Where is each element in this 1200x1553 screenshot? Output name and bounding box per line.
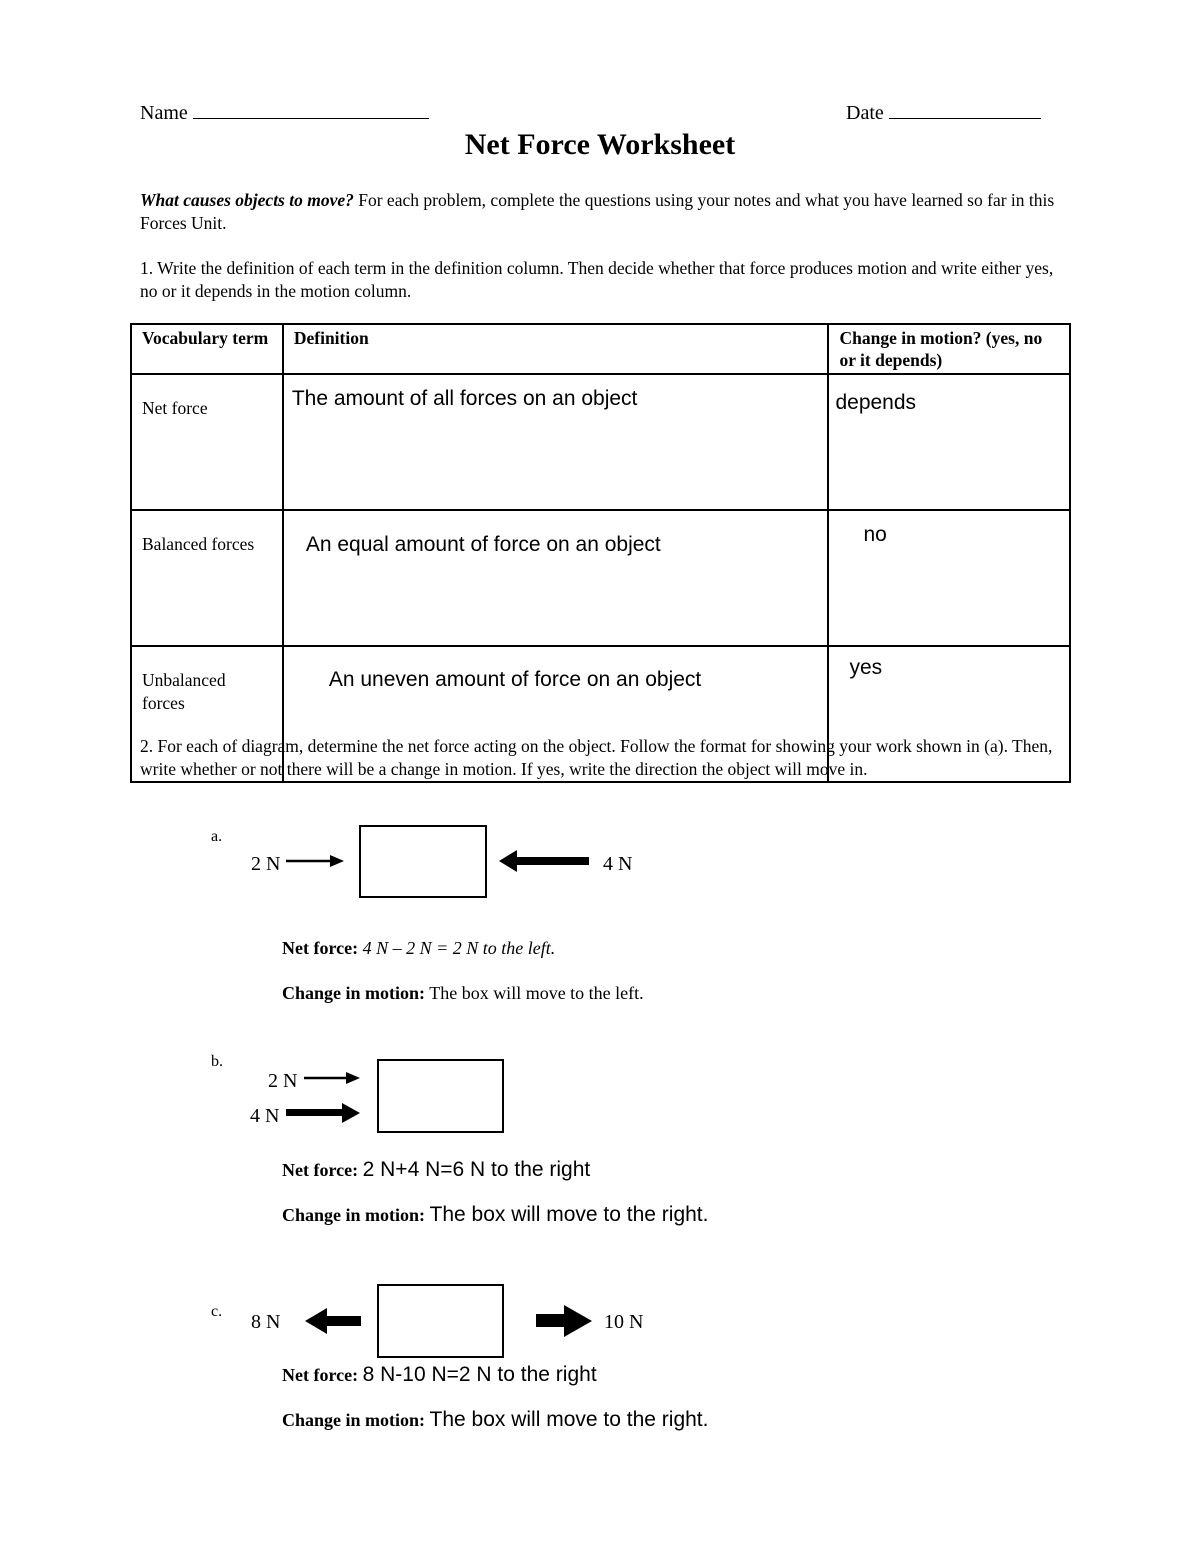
- problem-a-right-force: 4 N: [603, 853, 633, 875]
- table-header-row: [131, 324, 1070, 374]
- problem-a-box: [359, 825, 487, 898]
- problem-b-top-arrow-icon: [304, 1067, 362, 1089]
- problem-c-change-answer: The box will move to the right.: [429, 1408, 709, 1431]
- header-definition: Definition: [283, 324, 829, 374]
- problem-c-box: [377, 1284, 504, 1358]
- intro-text: For each problem, complete the questions using your notes and what you have learned so far in this Forces Unit.: [140, 190, 1055, 233]
- header-term: Vocabulary term: [131, 324, 283, 374]
- motion-unbalanced-forces: yes: [849, 656, 883, 679]
- term-balanced-forces: Balanced forces: [142, 534, 255, 554]
- problem-a-letter: a.: [211, 828, 223, 845]
- term-cell: [131, 510, 283, 646]
- definition-balanced-forces: An equal amount of force on an object: [305, 533, 661, 556]
- table-row: [131, 374, 1070, 510]
- page-title: Net Force Worksheet: [464, 128, 736, 161]
- date-blank[interactable]: [889, 100, 1041, 119]
- intro-lead: What causes objects to move?: [140, 190, 354, 210]
- problem-c-left-force: 8 N: [251, 1311, 281, 1333]
- change-label: Change in motion:: [282, 1205, 426, 1225]
- problem-b-change: [282, 1203, 708, 1227]
- problem-a-right-arrow-icon: [499, 848, 591, 874]
- problem-b-change-answer: The box will move to the right.: [429, 1203, 709, 1226]
- question-1-text: 1. Write the definition of each term in the definition column. Then decide whether that force produces motion and write either yes, no or it depends in the motion column.: [140, 258, 1054, 301]
- problem-c-net-force: [282, 1363, 597, 1387]
- problem-b-net-answer: 2 N+4 N=6 N to the right: [362, 1158, 591, 1181]
- problem-c-change: [282, 1408, 708, 1432]
- term-unbalanced-forces: Unbalanced forces: [142, 670, 226, 713]
- net-force-label: Net force:: [282, 1160, 359, 1180]
- header-motion: Change in motion? (yes, no or it depends): [828, 324, 1070, 374]
- name-field: [140, 100, 429, 125]
- problem-a-change-answer: The box will move to the left.: [429, 983, 644, 1003]
- problem-a-change: [282, 983, 644, 1004]
- problem-b-letter: b.: [211, 1053, 223, 1070]
- intro-paragraph: [140, 189, 1060, 235]
- table-row: [131, 510, 1070, 646]
- name-label: Name: [140, 102, 188, 124]
- definition-cell[interactable]: [283, 510, 829, 646]
- problem-c-left-arrow-icon: [305, 1307, 363, 1335]
- definition-unbalanced-forces: An uneven amount of force on an object: [328, 668, 702, 691]
- motion-cell[interactable]: [828, 510, 1070, 646]
- problem-c-right-arrow-icon: [536, 1304, 594, 1338]
- definition-net-force: The amount of all forces on an object: [291, 387, 638, 410]
- change-label: Change in motion:: [282, 1410, 426, 1430]
- problem-c-net-answer: 8 N-10 N=2 N to the right: [362, 1363, 597, 1386]
- problem-b-net-force: [282, 1158, 590, 1182]
- problem-c-letter: c.: [211, 1303, 223, 1320]
- problem-a-left-arrow-icon: [286, 850, 346, 872]
- term-net-force: Net force: [142, 398, 208, 418]
- motion-balanced-forces: no: [863, 523, 887, 546]
- definition-cell[interactable]: [283, 374, 829, 510]
- date-field: [846, 100, 1041, 125]
- problem-b-top-force: 2 N: [268, 1070, 298, 1092]
- question-2-text: 2. For each of diagram, determine the net force acting on the object. Follow the format for showing your work shown in (a). Then, write whether or not there will be a change in motion. If yes, write the direction the object will move in.: [140, 736, 1053, 779]
- motion-net-force: depends: [835, 391, 917, 414]
- problem-b-box: [377, 1059, 504, 1133]
- net-force-label: Net force:: [282, 938, 359, 958]
- problem-a-net-answer: 4 N – 2 N = 2 N to the left.: [362, 938, 556, 958]
- problem-a-left-force: 2 N: [251, 853, 281, 875]
- problem-c-right-force: 10 N: [604, 1311, 644, 1333]
- motion-cell[interactable]: [828, 374, 1070, 510]
- term-cell: [131, 374, 283, 510]
- problem-b-bottom-force: 4 N: [250, 1105, 280, 1127]
- name-blank[interactable]: [193, 100, 429, 119]
- date-label: Date: [846, 102, 884, 124]
- net-force-label: Net force:: [282, 1365, 359, 1385]
- problem-a-net-force: [282, 938, 555, 959]
- change-label: Change in motion:: [282, 983, 426, 1003]
- vocabulary-table: [130, 323, 1071, 783]
- problem-b-bottom-arrow-icon: [286, 1101, 362, 1125]
